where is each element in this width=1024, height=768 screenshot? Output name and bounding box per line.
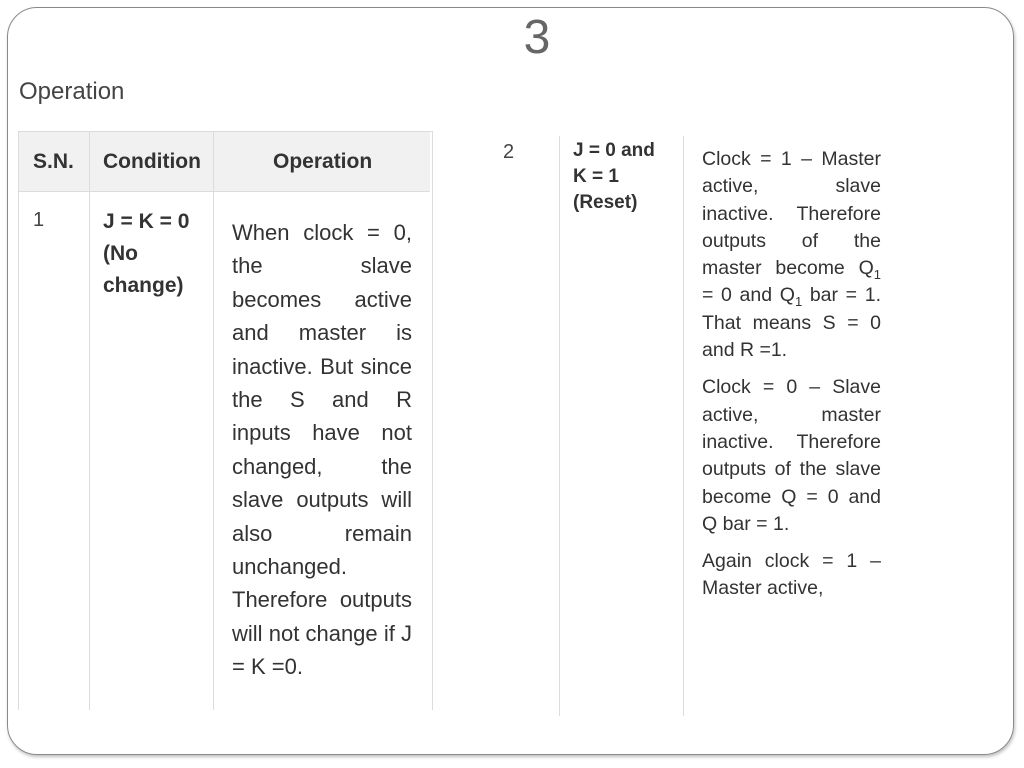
operation-paragraph-2: Clock = 0 – Slave active, master inactive. Therefore outputs of the slave become Q = 0 and Q bar = 1. [702, 376, 881, 535]
header-condition: Condition [103, 150, 201, 173]
operation-paragraph-1: Clock = 1 – Master active, slave inactive. Therefore outputs of the master become $Q_1 = 0$ and $Q_1$ bar = 1. That means S = 0 and R =1. [702, 148, 881, 362]
column-divider [683, 136, 684, 716]
column-divider [559, 136, 560, 716]
condition-table [18, 131, 433, 710]
row-1-sn: 1 [33, 209, 45, 231]
header-operation: Operation [273, 150, 373, 173]
header-sn: S.N. [33, 150, 74, 173]
column-divider [213, 132, 214, 710]
slide-number: 3 [523, 11, 551, 64]
row-2-sn: 2 [503, 141, 515, 163]
row-2-operation [702, 146, 881, 603]
row-1-operation: When clock = 0, the slave becomes active and master is inactive. But since the S and R inputs have not changed, the slave outputs will also remain unchanged. Therefore outputs will not change if J = K =0. [232, 220, 412, 680]
table-header-row [19, 132, 430, 192]
column-divider [89, 132, 90, 710]
row-1-condition: J = K = 0 (No change) [103, 210, 190, 297]
operation-paragraph-3: Again clock = 1 – Master active, [702, 550, 881, 600]
section-title: Operation [19, 78, 125, 105]
row-2-condition: J = 0 and K = 1 (Reset) [573, 140, 655, 213]
